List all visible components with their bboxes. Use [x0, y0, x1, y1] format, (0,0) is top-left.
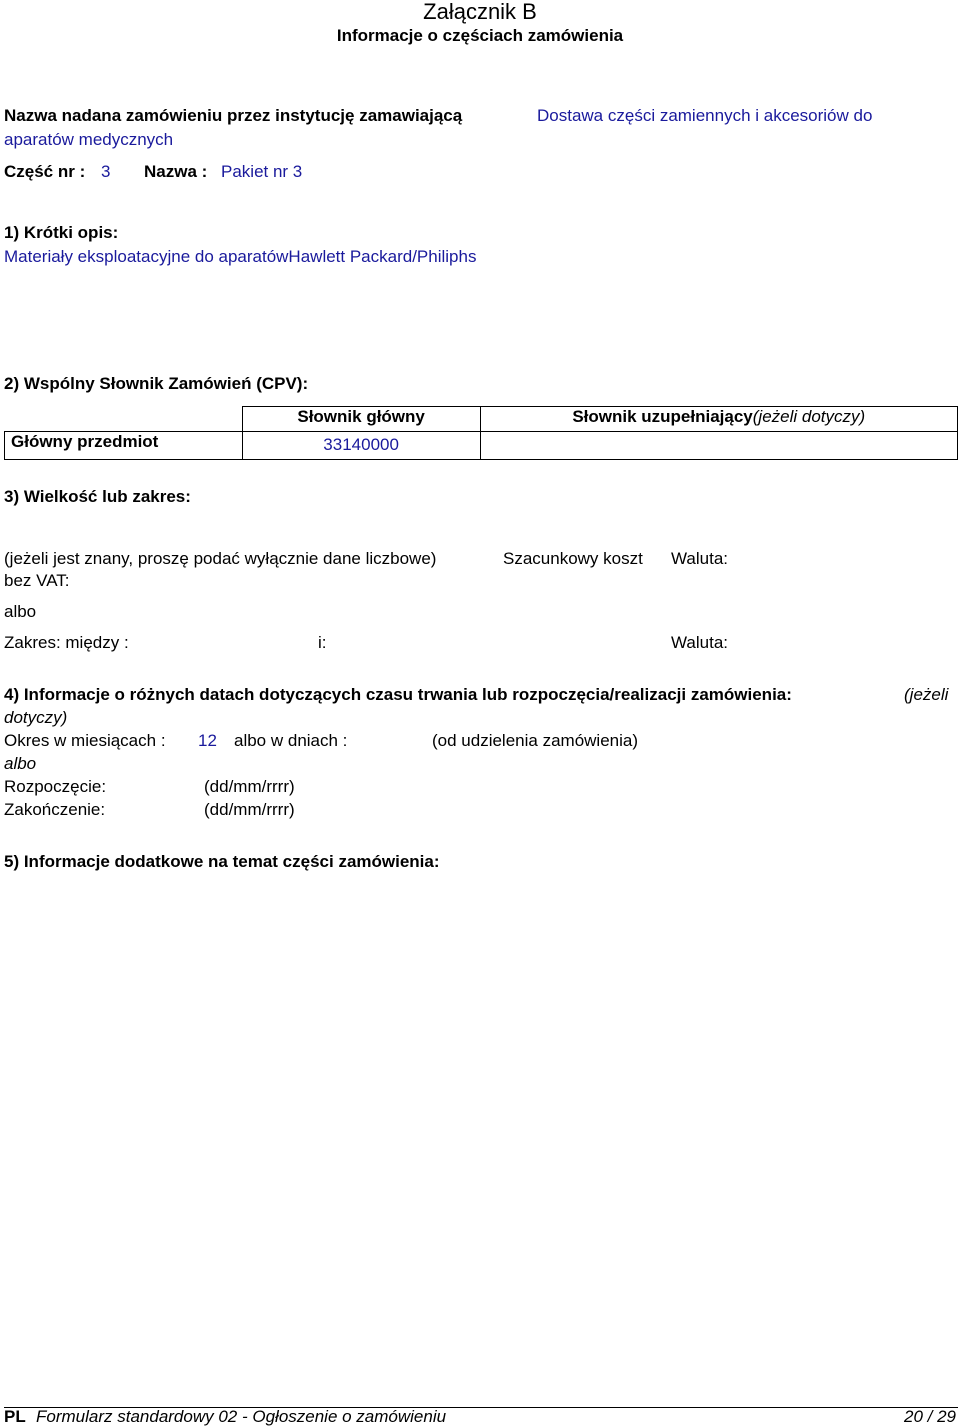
- months-label: Okres w miesiącach :: [4, 731, 166, 750]
- start-date-format: (dd/mm/rrrr): [204, 777, 295, 796]
- quantity-note: (jeżeli jest znany, proszę podać wyłącznie dane liczbowe): [4, 549, 437, 568]
- or-text-dates: albo: [4, 754, 37, 773]
- section3-heading: 3) Wielkość lub zakres:: [4, 487, 191, 506]
- part-name-label: Nazwa :: [144, 162, 208, 181]
- range-and-label: i:: [318, 633, 327, 652]
- part-name-value: Pakiet nr 3: [221, 162, 303, 181]
- estimated-cost-label: Szacunkowy koszt: [503, 549, 643, 568]
- page-title: Załącznik B: [423, 0, 537, 24]
- cpv-col-supp: [480, 407, 958, 432]
- footer-form-name: Formularz standardowy 02 - Ogłoszenie o zamówieniu: [36, 1407, 447, 1426]
- or-text: albo: [4, 602, 37, 621]
- range-label: Zakres: między :: [4, 633, 129, 652]
- cpv-row-label: Główny przedmiot: [5, 432, 243, 460]
- days-label: albo w dniach :: [234, 731, 348, 750]
- section2-heading: 2) Wspólny Słownik Zamówień (CPV):: [4, 374, 309, 393]
- cpv-col-supp-label: Słownik uzupełniający: [572, 407, 753, 426]
- from-award-text: (od udzielenia zamówienia): [432, 731, 639, 750]
- order-name-label: Nazwa nadana zamówieniu przez instytucję zamawiającą: [4, 106, 463, 125]
- part-number-label: Część nr :: [4, 162, 86, 181]
- range-currency-label: Waluta:: [671, 633, 729, 652]
- start-date-label: Rozpoczęcie:: [4, 777, 107, 796]
- order-name-value-line1: Dostawa części zamiennych i akcesoriów do: [537, 106, 873, 125]
- cpv-main-value: 33140000: [242, 432, 480, 460]
- section1-heading: 1) Krótki opis:: [4, 223, 119, 242]
- currency-label: Waluta:: [671, 549, 729, 568]
- page-subtitle: Informacje o częściach zamówienia: [336, 26, 624, 45]
- cpv-col-main: Słownik główny: [242, 407, 480, 432]
- part-number-value: 3: [101, 162, 111, 181]
- section4-note-cont: dotyczy): [4, 708, 68, 727]
- cpv-empty-corner: [5, 407, 243, 432]
- order-name-value-line2: aparatów medycznych: [4, 130, 174, 149]
- cpv-header-row: [5, 407, 958, 432]
- months-value: 12: [198, 731, 217, 750]
- footer-page-number: 20 / 29: [904, 1407, 956, 1426]
- cpv-data-row: [5, 432, 958, 460]
- footer-language: PL: [4, 1407, 26, 1426]
- estimated-cost-label-cont: bez VAT:: [4, 571, 70, 590]
- cpv-table: [4, 406, 958, 460]
- end-date-format: (dd/mm/rrrr): [204, 800, 295, 819]
- short-description: Materiały eksploatacyjne do aparatówHawlett Packard/Philiphs: [4, 247, 477, 266]
- end-date-label: Zakończenie:: [4, 800, 106, 819]
- section4-note: (jeżeli: [904, 685, 949, 704]
- cpv-col-supp-note: (jeżeli dotyczy): [752, 407, 866, 426]
- section5-heading: 5) Informacje dodatkowe na temat części zamówienia:: [4, 852, 440, 871]
- section4-heading: 4) Informacje o różnych datach dotyczących czasu trwania lub rozpoczęcia/realizacji zamówienia:: [4, 685, 792, 704]
- cpv-supp-value: [480, 432, 958, 460]
